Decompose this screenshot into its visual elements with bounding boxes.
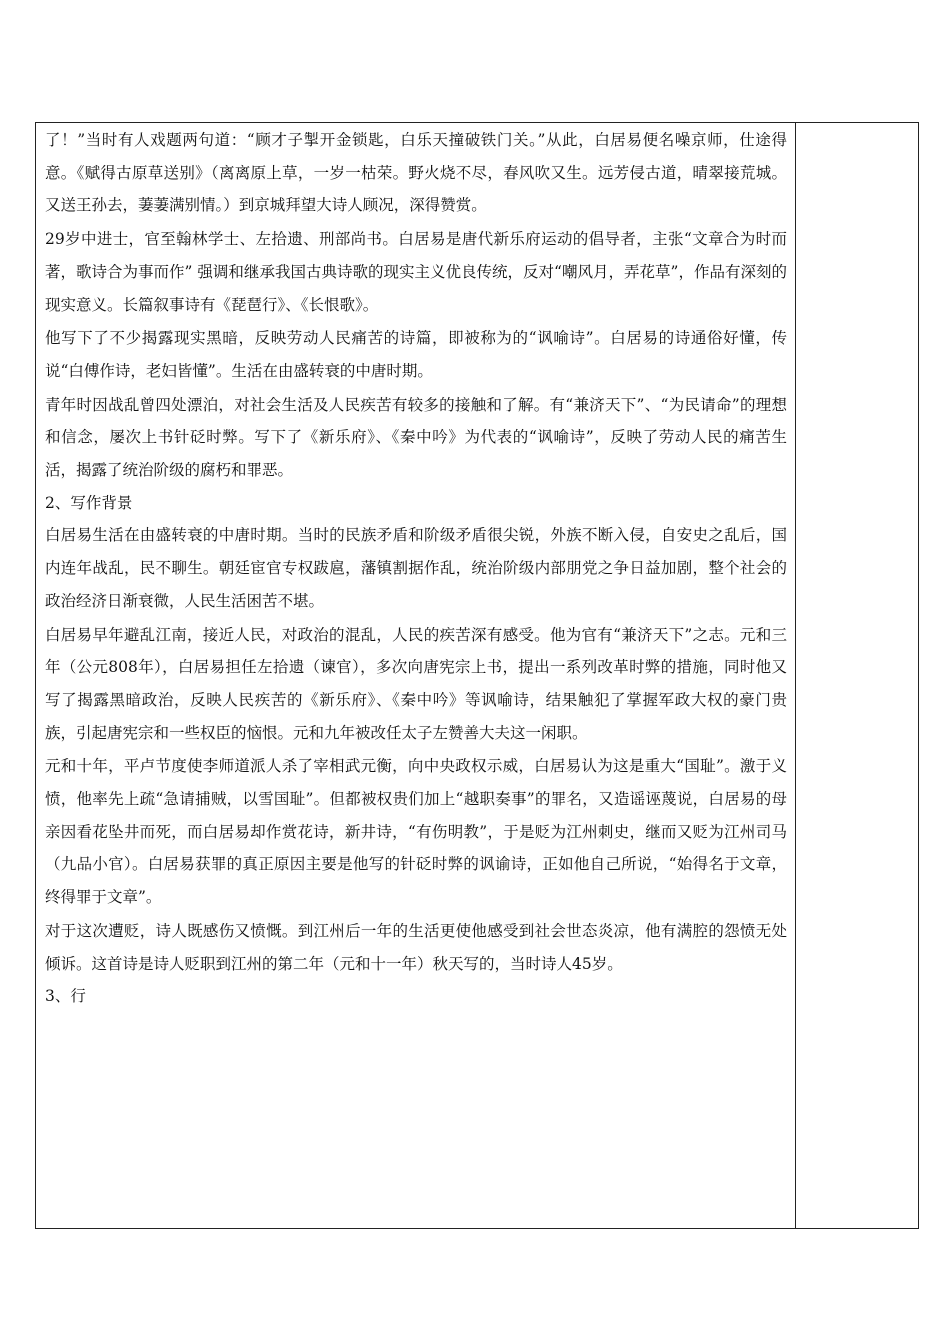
paragraph-exile: 对于这次遭贬，诗人既感伤又愤慨。到江州后一年的生活更使他感受到社会世态炎凉，他有满腔的怨愤无处倾诉。这首诗是诗人贬职到江州的第二年（元和十一年）秋天写的，当时诗人45岁。 (45, 921, 787, 973)
table-side-cell (796, 123, 918, 1228)
paragraph-satire-poems: 他写下了不少揭露现实黑暗，反映劳动人民痛苦的诗篇，即被称为的“讽喻诗”。白居易的诗通俗好懂，传说“白傅作诗，老妇皆懂”。生活在由盛转衰的中唐时期。 (45, 329, 787, 380)
section-heading-3: 3、行 (45, 987, 86, 1006)
paragraph-anecdote: 了！”当时有人戏题两句道：“顾才子掣开金锁匙，白乐天撞破铁门关。”从此，白居易便名噪京师，仕途得意。《赋得古原草送别》（离离原上草，一岁一枯荣。野火烧不尽，春风吹又生。远芳侵古道，晴翠接荒城。又送王孙去，萋萋满别情。）到京城拜望大诗人顾况，深得赞赏。 (45, 131, 787, 215)
section-heading-background: 2、写作背景 (45, 493, 133, 512)
table-main-cell (45, 124, 787, 1013)
paragraph-demotion: 元和十年，平卢节度使李师道派人杀了宰相武元衡，向中央政权示威，白居易认为这是重大“国耻”。激于义愤，他率先上疏“急请捕贼，以雪国耻”。但都被权贵们加上“越职奏事”的罪名，又造谣诬蔑说，白居易的母亲因看花坠井而死，而白居易却作赏花诗，新井诗，“有伤明教”，于是贬为江州刺史，继而又贬为江州司马（九品小官）。白居易获罪的真正原因主要是他写的针砭时弊的讽谕诗，正如他自己所说，“始得名于文章，终得罪于文章”。 (45, 757, 787, 907)
paragraph-youth: 青年时因战乱曾四处漂泊，对社会生活及人民疾苦有较多的接触和了解。有“兼济天下”、“为民请命”的理想和信念，屡次上书针砭时弊。写下了《新乐府》、《秦中吟》为代表的“讽喻诗”，反映了劳动人民的痛苦生活，揭露了统治阶级的腐朽和罪恶。 (45, 395, 787, 480)
paragraph-career: 29岁中进士，官至翰林学士、左拾遗、刑部尚书。白居易是唐代新乐府运动的倡导者，主张“文章合为时而著，歌诗合为事而作” 强调和继承我国古典诗歌的现实主义优良传统，反对“嘲风月，弄花草”，作品有深刻的现实意义。长篇叙事诗有《琵琶行》、《长恨歌》。 (45, 230, 787, 314)
paragraph-era: 白居易生活在由盛转衰的中唐时期。当时的民族矛盾和阶级矛盾很尖锐，外族不断入侵，自安史之乱后，国内连年战乱，民不聊生。朝廷宦官专权跋扈，藩镇割据作乱，统治阶级内部朋党之争日益加剧，整个社会的政治经济日渐衰微，人民生活困苦不堪。 (45, 526, 787, 610)
paragraph-early-life: 白居易早年避乱江南，接近人民，对政治的混乱，人民的疾苦深有感受。他为官有“兼济天下”之志。元和三年（公元808年），白居易担任左拾遗（谏官），多次向唐宪宗上书，提出一系列改革时弊的措施，同时他又写了揭露黑暗政治，反映人民疾苦的《新乐府》、《秦中吟》等讽喻诗，结果触犯了掌握军政大权的豪门贵族，引起唐宪宗和一些权臣的恼恨。元和九年被改任太子左赞善大夫这一闲职。 (45, 625, 787, 742)
